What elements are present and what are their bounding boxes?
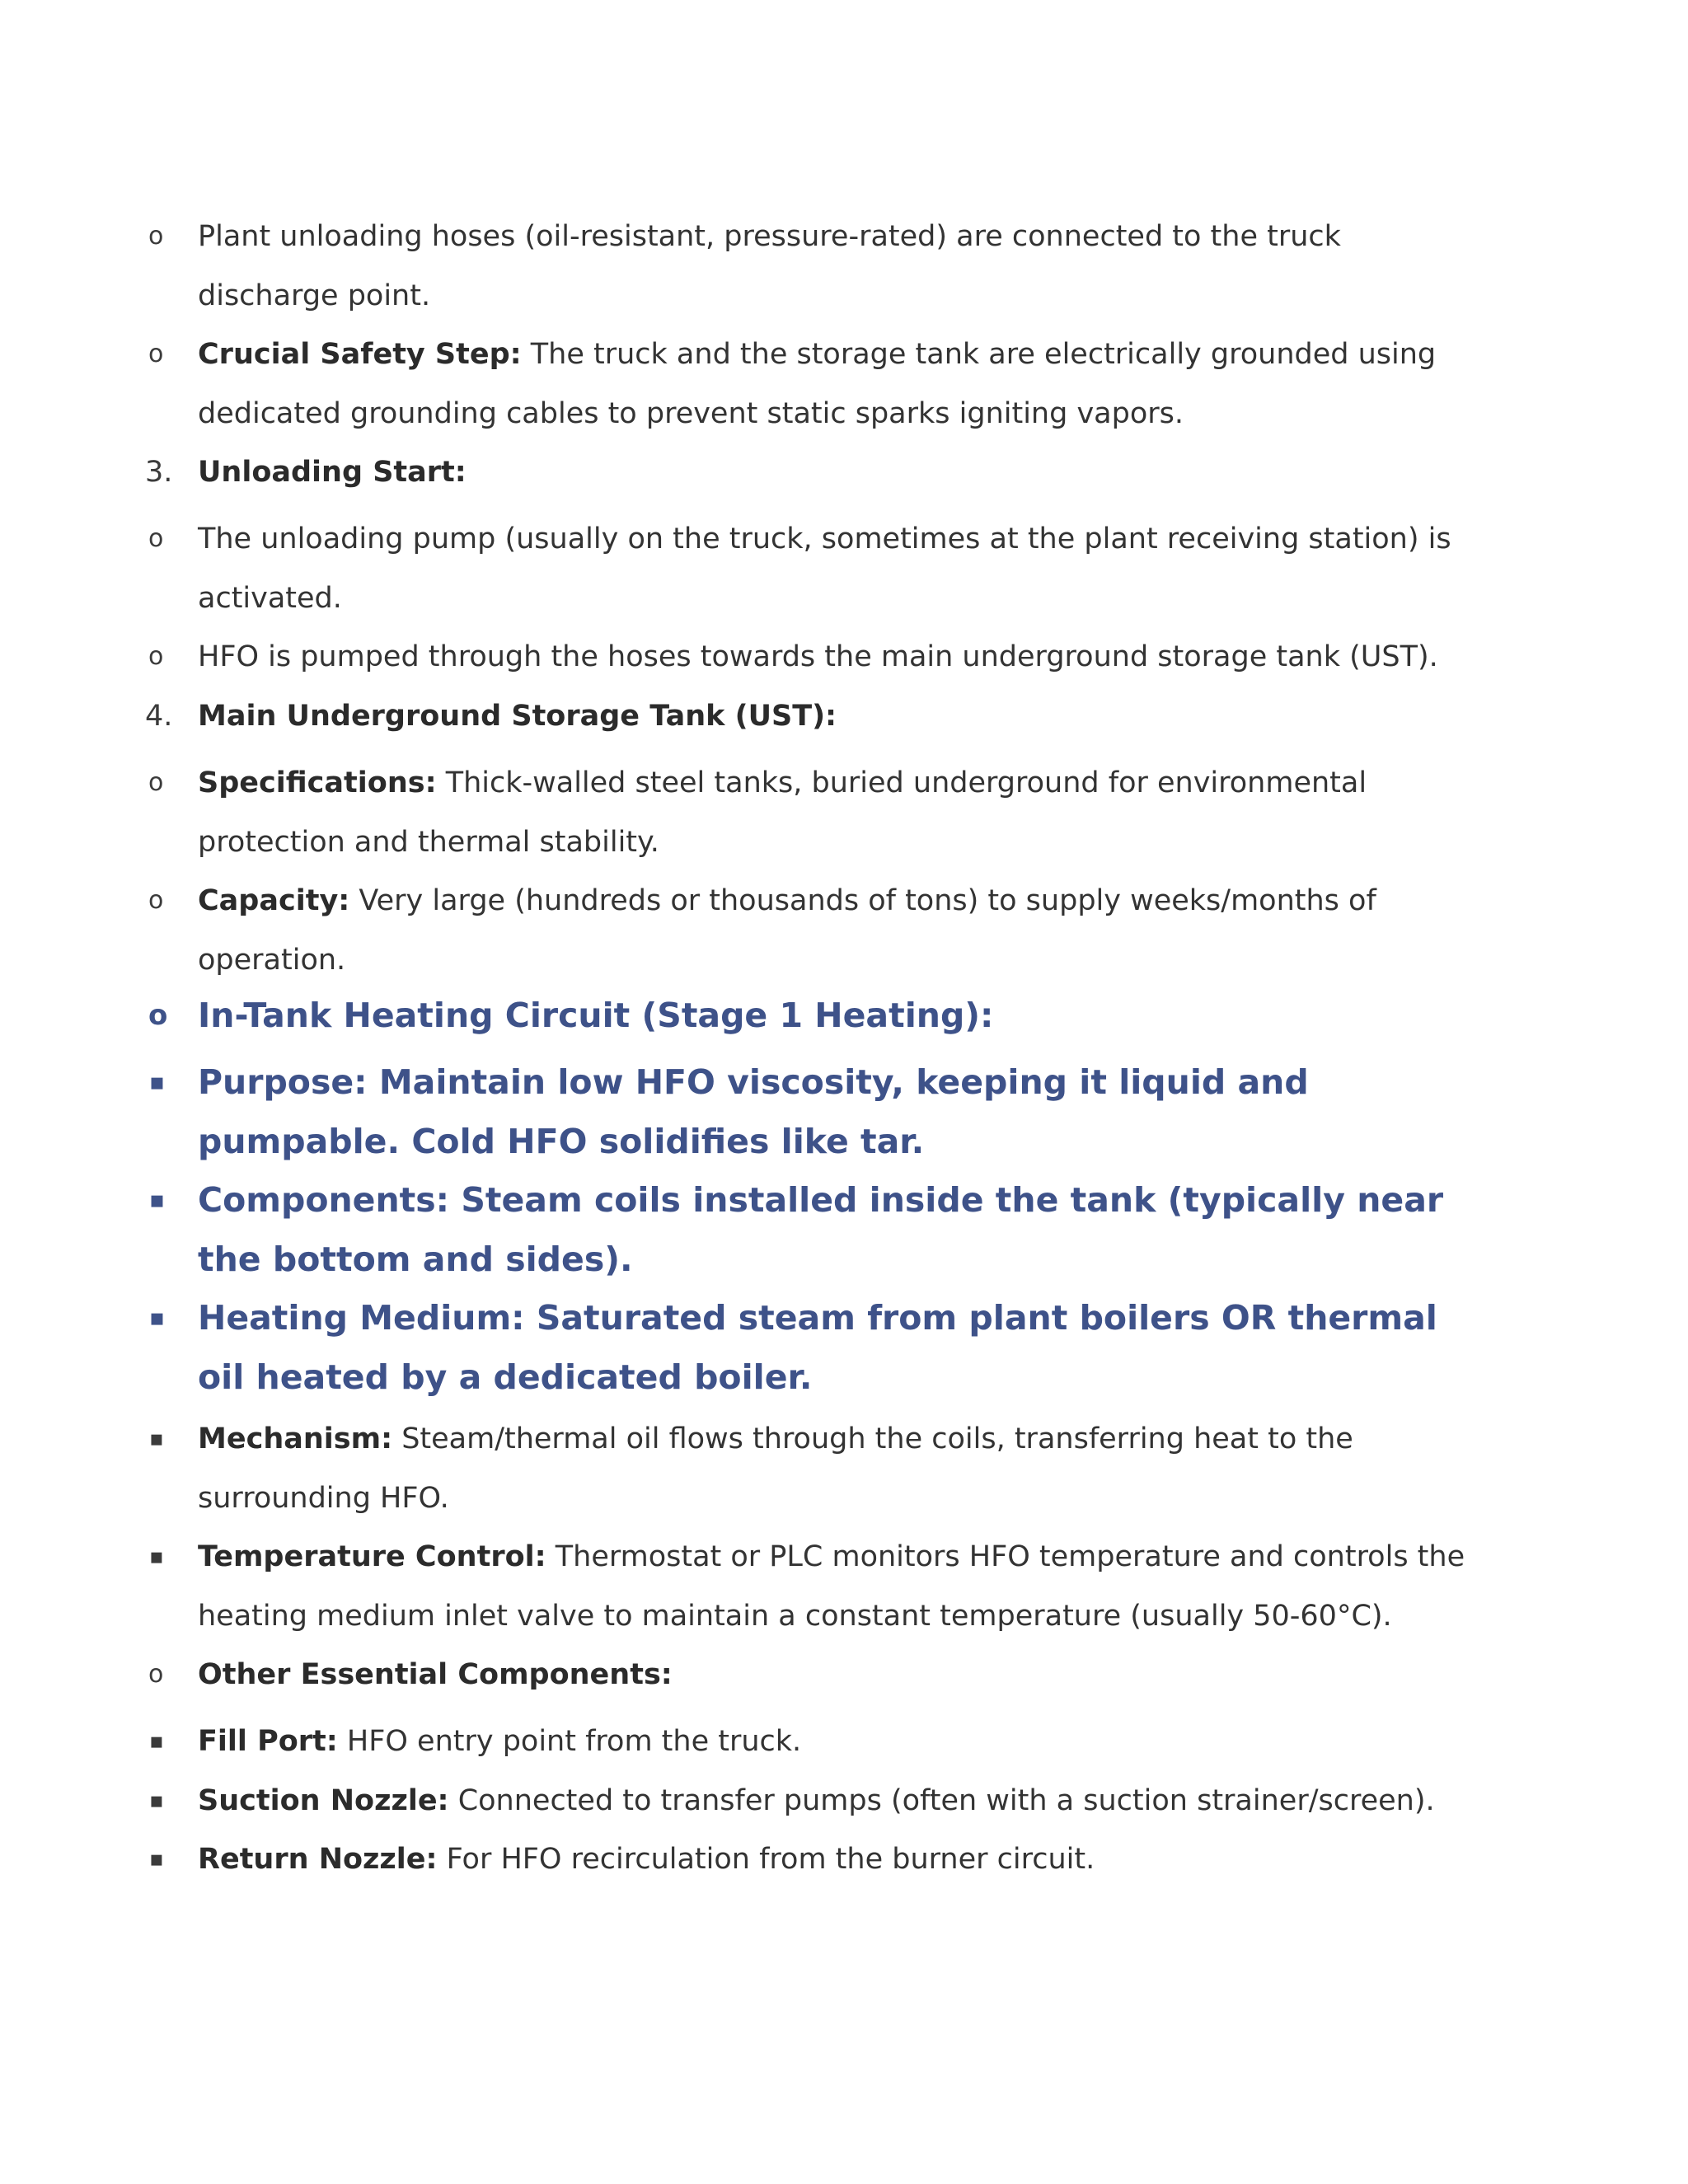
list-item-text: Other Essential Components:: [198, 1658, 673, 1691]
list-item-text: Specifications: Thick-walled steel tanks, buried underground for environmental protection and thermal stability.: [198, 766, 1367, 859]
list-item-text: Components: Steam coils installed inside the tank (typically near the bottom and sides).: [198, 1180, 1444, 1279]
bullet-square-icon: ▪: [149, 1847, 164, 1872]
list-item-text: Mechanism: Steam/thermal oil flows through the coils, transferring heat to the surrounding HFO.: [198, 1422, 1353, 1515]
list-item-text: Return Nozzle: For HFO recirculation from the burner circuit.: [198, 1843, 1095, 1876]
bullet-square-icon: ▪: [149, 1544, 164, 1569]
list-number: 4.: [145, 700, 173, 733]
list-item-text: In-Tank Heating Circuit (Stage 1 Heating):: [198, 996, 994, 1035]
bullet-circle-icon: o: [148, 886, 164, 915]
bullet-square-icon: ▪: [149, 1788, 164, 1813]
list-item-text: Suction Nozzle: Connected to transfer pumps (often with a suction strainer/screen).: [198, 1784, 1435, 1817]
list-item-text: Temperature Control: Thermostat or PLC monitors HFO temperature and controls the heating medium inlet valve to maintain a constant temperature (usually 50-60°C).: [198, 1540, 1465, 1633]
bullet-square-icon: ▪: [149, 1427, 164, 1451]
list-item-text: HFO is pumped through the hoses towards the main underground storage tank (UST).: [198, 640, 1438, 673]
list-item-text: Main Underground Storage Tank (UST):: [198, 700, 837, 733]
bullet-square-icon: ▪: [149, 1729, 164, 1754]
bullet-circle-icon: o: [148, 642, 164, 671]
list-number: 3.: [145, 456, 173, 489]
list-item-text: Fill Port: HFO entry point from the truck.: [198, 1725, 802, 1758]
list-item-text: Heating Medium: Saturated steam from plant boilers OR thermal oil heated by a dedicated boiler.: [198, 1298, 1437, 1397]
bullet-square-icon: ▪: [149, 1186, 165, 1213]
list-item-text: Purpose: Maintain low HFO viscosity, keeping it liquid and pumpable. Cold HFO solidifies like tar.: [198, 1062, 1309, 1161]
list-item-text: Unloading Start:: [198, 456, 467, 489]
bullet-square-icon: ▪: [149, 1068, 165, 1095]
bullet-circle-icon: o: [148, 340, 164, 368]
bullet-square-icon: ▪: [149, 1304, 165, 1331]
list-item-text: Crucial Safety Step: The truck and the storage tank are electrically grounded using dedicated grounding cables to prevent static sparks igniting vapors.: [198, 338, 1437, 430]
bullet-circle-icon: o: [148, 1660, 164, 1689]
bullet-circle-icon: o: [148, 768, 164, 797]
list-item-text: The unloading pump (usually on the truck, sometimes at the plant receiving station) is activated.: [198, 523, 1451, 615]
list-item-text: Plant unloading hoses (oil-resistant, pressure-rated) are connected to the truck discharge point.: [198, 220, 1341, 312]
list-item-text: Capacity: Very large (hundreds or thousands of tons) to supply weeks/months of operation.: [198, 884, 1376, 977]
bullet-circle-icon: o: [148, 222, 164, 251]
bullet-circle-icon: o: [148, 999, 168, 1032]
bullet-circle-icon: o: [148, 524, 164, 553]
